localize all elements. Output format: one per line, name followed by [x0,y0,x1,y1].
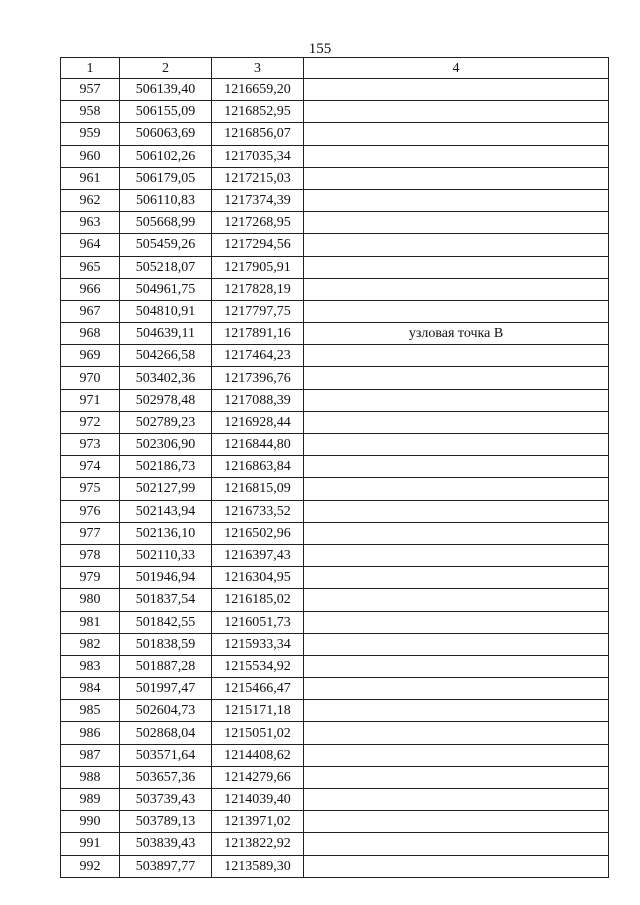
table-row [61,744,609,766]
point-note [304,123,609,145]
x-coordinate: 501946,94 [120,567,212,589]
x-coordinate: 506063,69 [120,123,212,145]
point-number: 959 [61,123,120,145]
point-note [304,212,609,234]
x-coordinate: 501887,28 [120,655,212,677]
y-coordinate: 1215171,18 [212,700,304,722]
point-number: 960 [61,145,120,167]
point-note [304,766,609,788]
x-coordinate: 503402,36 [120,367,212,389]
x-coordinate: 504266,58 [120,345,212,367]
table-row [61,123,609,145]
y-coordinate: 1216856,07 [212,123,304,145]
point-note [304,722,609,744]
point-number: 984 [61,678,120,700]
y-coordinate: 1217905,91 [212,256,304,278]
point-note [304,567,609,589]
x-coordinate: 504810,91 [120,300,212,322]
table-row [61,855,609,877]
table-row [61,145,609,167]
x-coordinate: 506179,05 [120,167,212,189]
x-coordinate: 501842,55 [120,611,212,633]
point-number: 989 [61,789,120,811]
y-coordinate: 1215534,92 [212,655,304,677]
point-number: 992 [61,855,120,877]
point-note [304,167,609,189]
page-number: 155 [308,41,332,57]
table-body [61,79,609,878]
point-number: 990 [61,811,120,833]
x-coordinate: 506102,26 [120,145,212,167]
table-row [61,655,609,677]
table-row [61,367,609,389]
x-coordinate: 505218,07 [120,256,212,278]
y-coordinate: 1217088,39 [212,389,304,411]
table-row [61,79,609,101]
point-number: 970 [61,367,120,389]
table-row [61,389,609,411]
x-coordinate: 503897,77 [120,855,212,877]
point-note [304,700,609,722]
point-number: 962 [61,189,120,211]
x-coordinate: 501997,47 [120,678,212,700]
table-row [61,478,609,500]
point-note [304,367,609,389]
point-number: 974 [61,456,120,478]
point-number: 973 [61,434,120,456]
point-note [304,633,609,655]
y-coordinate: 1216304,95 [212,567,304,589]
point-note [304,611,609,633]
table-row [61,567,609,589]
y-coordinate: 1216815,09 [212,478,304,500]
y-coordinate: 1216502,96 [212,522,304,544]
x-coordinate: 503789,13 [120,811,212,833]
column-header-1: 1 [61,58,120,79]
point-note [304,522,609,544]
y-coordinate: 1213589,30 [212,855,304,877]
point-note [304,789,609,811]
point-note [304,589,609,611]
x-coordinate: 503571,64 [120,744,212,766]
point-note [304,456,609,478]
point-note [304,101,609,123]
y-coordinate: 1217464,23 [212,345,304,367]
x-coordinate: 501838,59 [120,633,212,655]
x-coordinate: 502306,90 [120,434,212,456]
table-row [61,189,609,211]
point-number: 991 [61,833,120,855]
x-coordinate: 502127,99 [120,478,212,500]
point-number: 957 [61,79,120,101]
y-coordinate: 1217374,39 [212,189,304,211]
table-row [61,811,609,833]
point-note [304,500,609,522]
y-coordinate: 1215466,47 [212,678,304,700]
table-row [61,789,609,811]
column-header-2: 2 [120,58,212,79]
y-coordinate: 1214408,62 [212,744,304,766]
y-coordinate: 1214279,66 [212,766,304,788]
x-coordinate: 503839,43 [120,833,212,855]
point-note [304,811,609,833]
point-number: 969 [61,345,120,367]
point-note [304,189,609,211]
y-coordinate: 1216733,52 [212,500,304,522]
y-coordinate: 1217797,75 [212,300,304,322]
x-coordinate: 505459,26 [120,234,212,256]
table-row [61,256,609,278]
point-note [304,411,609,433]
point-note [304,278,609,300]
table-row [61,522,609,544]
x-coordinate: 506139,40 [120,79,212,101]
point-number: 963 [61,212,120,234]
x-coordinate: 502110,33 [120,544,212,566]
point-number: 966 [61,278,120,300]
y-coordinate: 1217396,76 [212,367,304,389]
y-coordinate: 1217268,95 [212,212,304,234]
column-header-4: 4 [304,58,609,79]
point-note [304,833,609,855]
point-number: 985 [61,700,120,722]
table-row [61,633,609,655]
point-number: 967 [61,300,120,322]
y-coordinate: 1216852,95 [212,101,304,123]
x-coordinate: 502978,48 [120,389,212,411]
x-coordinate: 504639,11 [120,323,212,345]
table-row [61,345,609,367]
table-row [61,167,609,189]
y-coordinate: 1216185,02 [212,589,304,611]
point-note [304,544,609,566]
x-coordinate: 502136,10 [120,522,212,544]
x-coordinate: 505668,99 [120,212,212,234]
x-coordinate: 502789,23 [120,411,212,433]
table-row [61,700,609,722]
point-number: 983 [61,655,120,677]
point-note [304,145,609,167]
point-number: 982 [61,633,120,655]
point-number: 968 [61,323,120,345]
point-number: 981 [61,611,120,633]
header-row [61,58,609,79]
table-row [61,234,609,256]
table-row [61,300,609,322]
point-note [304,300,609,322]
point-number: 980 [61,589,120,611]
point-note [304,855,609,877]
y-coordinate: 1217891,16 [212,323,304,345]
point-number: 977 [61,522,120,544]
table-row [61,456,609,478]
point-number: 965 [61,256,120,278]
x-coordinate: 504961,75 [120,278,212,300]
point-note: узловая точка В [304,323,609,345]
point-number: 988 [61,766,120,788]
y-coordinate: 1213971,02 [212,811,304,833]
coordinates-table [60,57,609,878]
point-note [304,478,609,500]
y-coordinate: 1217294,56 [212,234,304,256]
table-row [61,278,609,300]
x-coordinate: 502604,73 [120,700,212,722]
point-number: 975 [61,478,120,500]
point-number: 978 [61,544,120,566]
point-note [304,79,609,101]
y-coordinate: 1215933,34 [212,633,304,655]
point-note [304,744,609,766]
point-number: 987 [61,744,120,766]
point-note [304,434,609,456]
y-coordinate: 1217215,03 [212,167,304,189]
table-row [61,411,609,433]
y-coordinate: 1216051,73 [212,611,304,633]
table-header [61,58,609,79]
point-note [304,678,609,700]
point-number: 958 [61,101,120,123]
y-coordinate: 1217035,34 [212,145,304,167]
y-coordinate: 1214039,40 [212,789,304,811]
point-number: 979 [61,567,120,589]
point-note [304,256,609,278]
point-number: 972 [61,411,120,433]
y-coordinate: 1216844,80 [212,434,304,456]
point-number: 964 [61,234,120,256]
table-row [61,766,609,788]
table-row [61,589,609,611]
table-row [61,833,609,855]
point-number: 976 [61,500,120,522]
x-coordinate: 502143,94 [120,500,212,522]
point-note [304,389,609,411]
table-row [61,434,609,456]
y-coordinate: 1213822,92 [212,833,304,855]
x-coordinate: 506110,83 [120,189,212,211]
table-row [61,101,609,123]
x-coordinate: 501837,54 [120,589,212,611]
y-coordinate: 1216928,44 [212,411,304,433]
table-row [61,678,609,700]
point-note [304,655,609,677]
point-note [304,345,609,367]
x-coordinate: 502186,73 [120,456,212,478]
table-row [61,722,609,744]
y-coordinate: 1216863,84 [212,456,304,478]
y-coordinate: 1216659,20 [212,79,304,101]
point-number: 986 [61,722,120,744]
y-coordinate: 1216397,43 [212,544,304,566]
table-row [61,500,609,522]
table-row [61,212,609,234]
y-coordinate: 1215051,02 [212,722,304,744]
x-coordinate: 503739,43 [120,789,212,811]
x-coordinate: 506155,09 [120,101,212,123]
y-coordinate: 1217828,19 [212,278,304,300]
table-row [61,323,609,345]
x-coordinate: 503657,36 [120,766,212,788]
column-header-3: 3 [212,58,304,79]
x-coordinate: 502868,04 [120,722,212,744]
point-number: 971 [61,389,120,411]
point-note [304,234,609,256]
point-number: 961 [61,167,120,189]
table-row [61,544,609,566]
table-row [61,611,609,633]
